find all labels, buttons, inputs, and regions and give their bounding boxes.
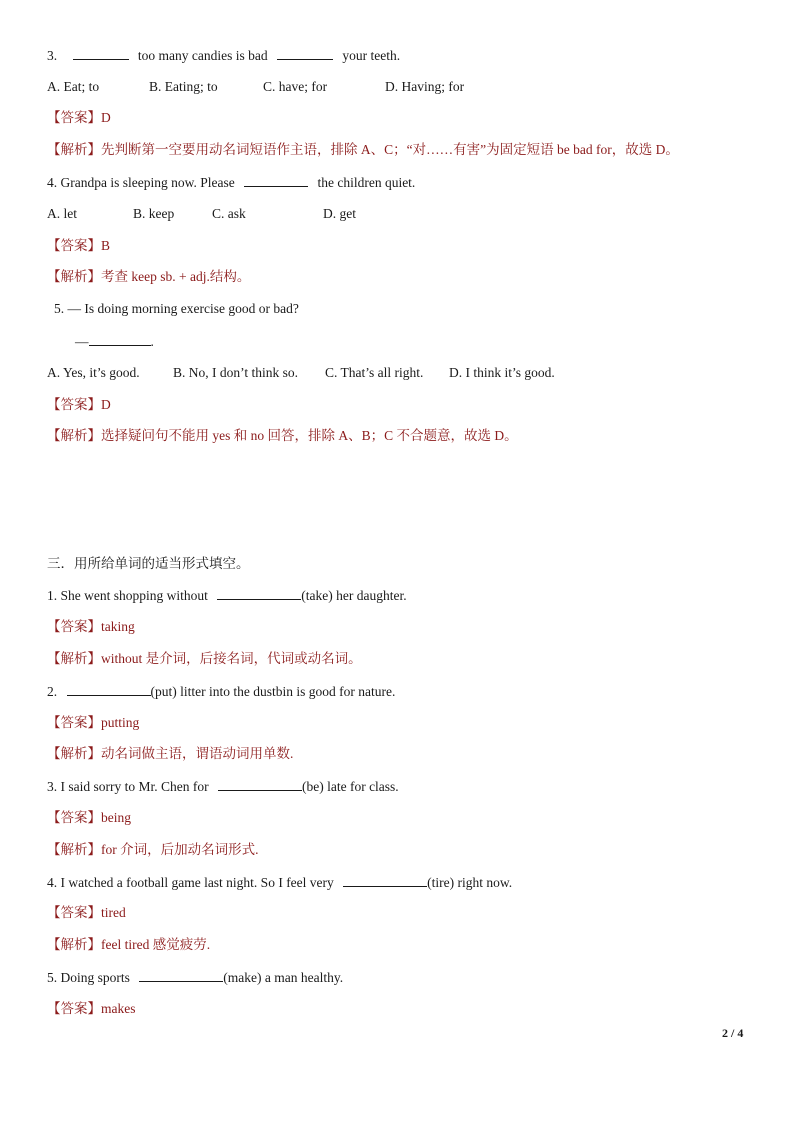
answer-blank <box>89 332 151 346</box>
option-b: B. No, I don’t think so. <box>173 365 299 380</box>
page-number: 2 / 4 <box>722 1026 744 1040</box>
answer-blank <box>244 173 308 187</box>
analysis-tag: 【解析】 <box>47 842 101 857</box>
option-a: A. Yes, it’s good. <box>47 365 140 380</box>
answer-blank <box>73 46 129 60</box>
answer-value: D <box>101 110 111 125</box>
question-text: 3. I said sorry to Mr. Chen for <box>47 779 209 794</box>
analysis-line <box>47 427 518 445</box>
analysis-line <box>47 650 362 668</box>
analysis-text: 动名词做主语，谓语动词用单数. <box>101 746 294 761</box>
word-hint: (tire) right now. <box>427 875 513 890</box>
question-text: too many candies is bad <box>137 48 268 63</box>
answer-blank <box>67 682 151 696</box>
option-c: C. have; for <box>263 79 328 94</box>
answer-line <box>47 809 131 827</box>
answer-tag: 【答案】 <box>47 110 101 125</box>
answer-value: B <box>101 238 111 253</box>
question-3-options <box>47 78 464 96</box>
analysis-line <box>47 268 250 286</box>
analysis-tag: 【解析】 <box>47 651 101 666</box>
question-text: the children quiet. <box>317 175 416 190</box>
reply-dash: — <box>75 334 89 349</box>
answer-blank <box>217 586 301 600</box>
answer-line <box>47 1000 136 1018</box>
analysis-text: without 是介词，后接名词，代词或动名词。 <box>101 651 362 666</box>
answer-tag: 【答案】 <box>47 619 101 634</box>
answer-line <box>47 396 111 414</box>
option-c: C. That’s all right. <box>325 365 424 380</box>
analysis-line <box>47 141 679 159</box>
fill-item-3 <box>47 777 399 796</box>
answer-line <box>47 714 139 732</box>
answer-blank <box>218 777 302 791</box>
option-d: D. Having; for <box>385 79 465 94</box>
reply-period: . <box>150 334 154 349</box>
analysis-tag: 【解析】 <box>47 937 101 952</box>
answer-tag: 【答案】 <box>47 905 101 920</box>
fill-item-2 <box>47 682 395 701</box>
analysis-text: for 介词，后加动名词形式. <box>101 842 259 857</box>
analysis-tag: 【解析】 <box>47 269 101 284</box>
answer-line <box>47 904 126 922</box>
question-4-options <box>47 205 356 223</box>
analysis-tag: 【解析】 <box>47 142 101 157</box>
answer-value: putting <box>101 715 140 730</box>
analysis-text: 考查 keep sb. + adj.结构。 <box>101 269 251 284</box>
option-d: D. I think it’s good. <box>449 365 555 380</box>
question-text: 5. — Is doing morning exercise good or bad? <box>54 301 299 316</box>
answer-tag: 【答案】 <box>47 238 101 253</box>
question-text: 5. Doing sports <box>47 970 130 985</box>
answer-tag: 【答案】 <box>47 1001 101 1016</box>
question-5-reply <box>75 332 154 351</box>
question-5 <box>54 300 299 318</box>
section-title: 三．用所给单词的适当形式填空。 <box>47 556 250 571</box>
analysis-line <box>47 745 293 763</box>
analysis-text: 选择疑问句不能用 yes 和 no 回答，排除 A、B；C 不合题意，故选 D。 <box>101 428 518 443</box>
analysis-tag: 【解析】 <box>47 746 101 761</box>
option-c: C. ask <box>212 206 246 221</box>
answer-blank <box>343 873 427 887</box>
option-a: A. let <box>47 206 77 221</box>
section-heading <box>47 555 250 573</box>
word-hint: (make) a man healthy. <box>223 970 344 985</box>
answer-value: taking <box>101 619 135 634</box>
answer-tag: 【答案】 <box>47 810 101 825</box>
answer-line <box>47 618 135 636</box>
question-text: your teeth. <box>342 48 401 63</box>
answer-line <box>47 109 111 127</box>
word-hint: (put) litter into the dustbin is good for nature. <box>150 684 396 699</box>
option-d: D. get <box>323 206 356 221</box>
option-a: A. Eat; to <box>47 79 100 94</box>
fill-item-4 <box>47 873 512 892</box>
question-text: 1. She went shopping without <box>47 588 208 603</box>
analysis-text: 先判断第一空要用动名词短语作主语，排除 A、C；“对……有害”为固定短语 be bad for，故选 D。 <box>101 142 679 157</box>
answer-value: D <box>101 397 111 412</box>
question-5-options <box>47 364 555 382</box>
question-number: 3. <box>47 48 58 63</box>
question-3 <box>47 46 400 65</box>
answer-blank <box>277 46 333 60</box>
analysis-text: feel tired 感觉疲劳. <box>101 937 211 952</box>
question-text: 4. I watched a football game last night. So I feel very <box>47 875 334 890</box>
question-4 <box>47 173 415 192</box>
answer-tag: 【答案】 <box>47 397 101 412</box>
question-text: 2. <box>47 684 58 699</box>
fill-item-5 <box>47 968 343 987</box>
analysis-line <box>47 936 210 954</box>
answer-tag: 【答案】 <box>47 715 101 730</box>
option-b: B. Eating; to <box>149 79 218 94</box>
answer-blank <box>139 968 223 982</box>
fill-item-1 <box>47 586 407 605</box>
question-text: 4. Grandpa is sleeping now. Please <box>47 175 235 190</box>
answer-value: makes <box>101 1001 136 1016</box>
analysis-line <box>47 841 259 859</box>
answer-value: tired <box>101 905 126 920</box>
answer-value: being <box>101 810 131 825</box>
option-b: B. keep <box>133 206 175 221</box>
word-hint: (be) late for class. <box>301 779 399 794</box>
answer-line <box>47 237 110 255</box>
analysis-tag: 【解析】 <box>47 428 101 443</box>
word-hint: (take) her daughter. <box>301 588 407 603</box>
